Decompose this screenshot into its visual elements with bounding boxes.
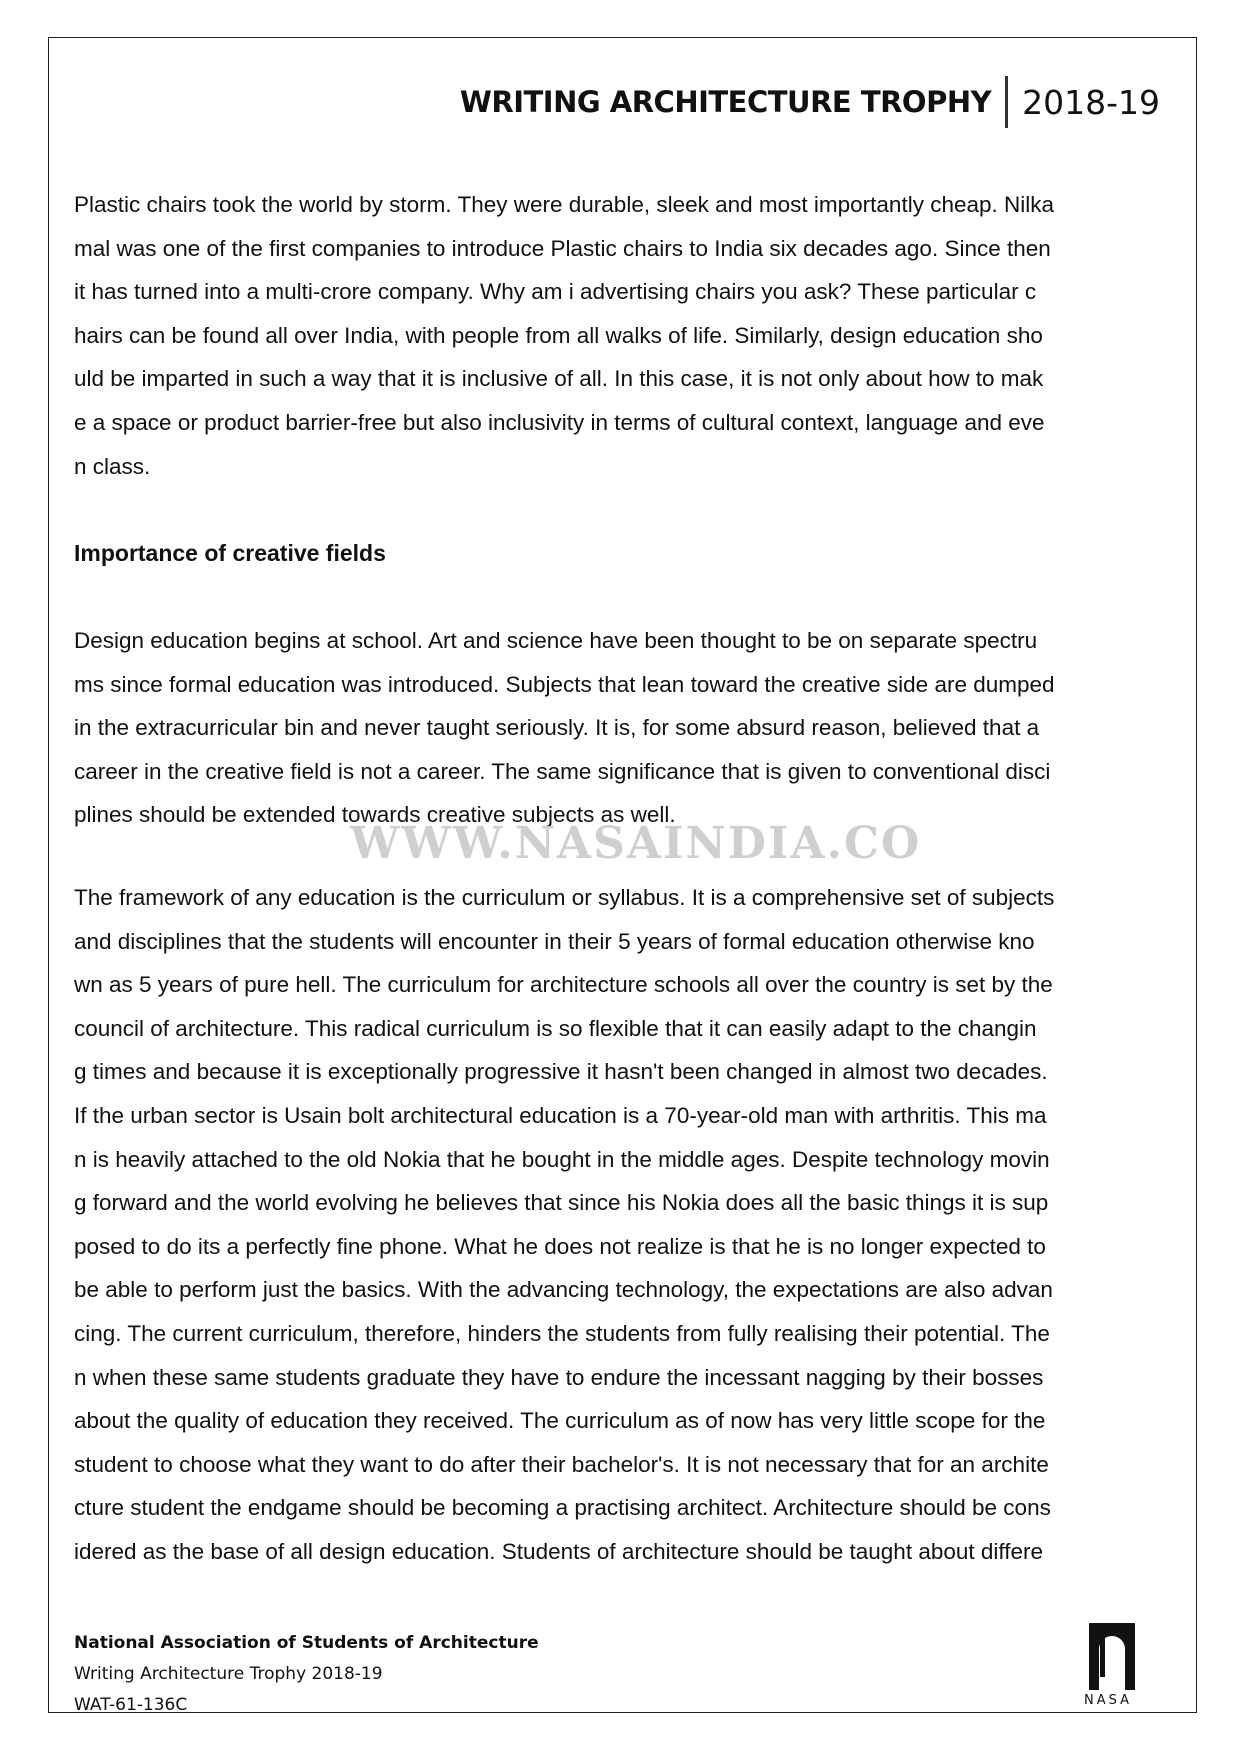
logo-mark <box>1089 1623 1135 1690</box>
text-line: posed to do its a perfectly fine phone. What he does not realize is that he is no longer expected to <box>74 1233 1046 1259</box>
paragraph-3-text <box>74 876 1170 1574</box>
nasa-logo-icon <box>1082 1623 1142 1709</box>
header-year: 2018-19 <box>1022 82 1160 122</box>
text-line: idered as the base of all design education. Students of architecture should be taught about differe <box>74 1538 1044 1564</box>
section-heading: Importance of creative fields <box>74 540 386 566</box>
text-line: If the urban sector is Usain bolt architectural education is a 70-year-old man with arthritis. This ma <box>74 1102 1047 1128</box>
footer-trophy: Writing Architecture Trophy 2018-19 <box>74 1664 383 1684</box>
logo-text: NASA <box>1084 1693 1133 1708</box>
text-line: it has turned into a multi-crore company. Why am i advertising chairs you ask? These particular c <box>74 279 1037 305</box>
text-line: cture student the endgame should be becoming a practising architect. Architecture should be cons <box>74 1495 1051 1521</box>
text-line: g forward and the world evolving he believes that since his Nokia does all the basic things it is sup <box>74 1190 1049 1216</box>
text-line: career in the creative field is not a career. The same significance that is given to conventional disci <box>74 758 1051 784</box>
text-line: council of architecture. This radical curriculum is so flexible that it can easily adapt to the changin <box>74 1015 1037 1041</box>
text-line: in the extracurricular bin and never taught seriously. It is, for some absurd reason, believed that a <box>74 715 1040 741</box>
page-footer <box>74 1628 539 1721</box>
text-line: mal was one of the first companies to introduce Plastic chairs to India six decades ago. Since then <box>74 235 1051 261</box>
paragraph-3 <box>74 876 1170 1574</box>
text-line: n when these same students graduate they have to endure the incessant nagging by their bosses <box>74 1364 1044 1390</box>
paragraph-2 <box>74 619 1170 837</box>
text-line: be able to perform just the basics. With the advancing technology, the expectations are also advan <box>74 1277 1053 1303</box>
paragraph-1-text <box>74 183 1170 488</box>
text-line: and disciplines that the students will encounter in their 5 years of formal education otherwise kno <box>74 928 1035 954</box>
text-line: cing. The current curriculum, therefore, hinders the students from fully realising their potential. The <box>74 1320 1050 1346</box>
header-title: WRITING ARCHITECTURE TROPHY <box>459 85 992 119</box>
text-line: wn as 5 years of pure hell. The curriculum for architecture schools all over the country is set by the <box>74 972 1053 998</box>
page-header <box>460 76 1160 128</box>
text-line: about the quality of education they received. The curriculum as of now has very little scope for the <box>74 1408 1046 1434</box>
text-line: Plastic chairs took the world by storm. They were durable, sleek and most importantly cheap. Nilka <box>74 192 1055 217</box>
footer-code: WAT-61-136C <box>74 1695 188 1715</box>
text-line: Design education begins at school. Art and science have been thought to be on separate spectru <box>74 628 1038 653</box>
text-line: hairs can be found all over India, with people from all walks of life. Similarly, design education sho <box>74 322 1043 348</box>
text-line: g times and because it is exceptionally progressive it hasn't been changed in almost two decades. <box>74 1059 1048 1085</box>
text-line: n class. <box>74 453 151 479</box>
text-line: student to choose what they want to do after their bachelor's. It is not necessary that for an archite <box>74 1451 1049 1477</box>
watermark: WWW.NASAINDIA.CO <box>350 818 922 869</box>
paragraph-1 <box>74 183 1170 488</box>
text-line: plines should be extended towards creative subjects as well. <box>74 802 676 828</box>
paragraph-2-text <box>74 619 1170 837</box>
text-line: e a space or product barrier-free but also inclusivity in terms of cultural context, language and eve <box>74 409 1045 435</box>
text-line: n is heavily attached to the old Nokia that he bought in the middle ages. Despite technology movin <box>74 1146 1050 1172</box>
text-line: The framework of any education is the curriculum or syllabus. It is a comprehensive set of subjects <box>74 885 1055 910</box>
footer-org: National Association of Students of Architecture <box>74 1633 539 1653</box>
header-divider <box>1005 76 1008 128</box>
text-line: uld be imparted in such a way that it is inclusive of all. In this case, it is not only about how to mak <box>74 366 1044 392</box>
text-line: ms since formal education was introduced. Subjects that lean toward the creative side are dumped <box>74 671 1055 697</box>
